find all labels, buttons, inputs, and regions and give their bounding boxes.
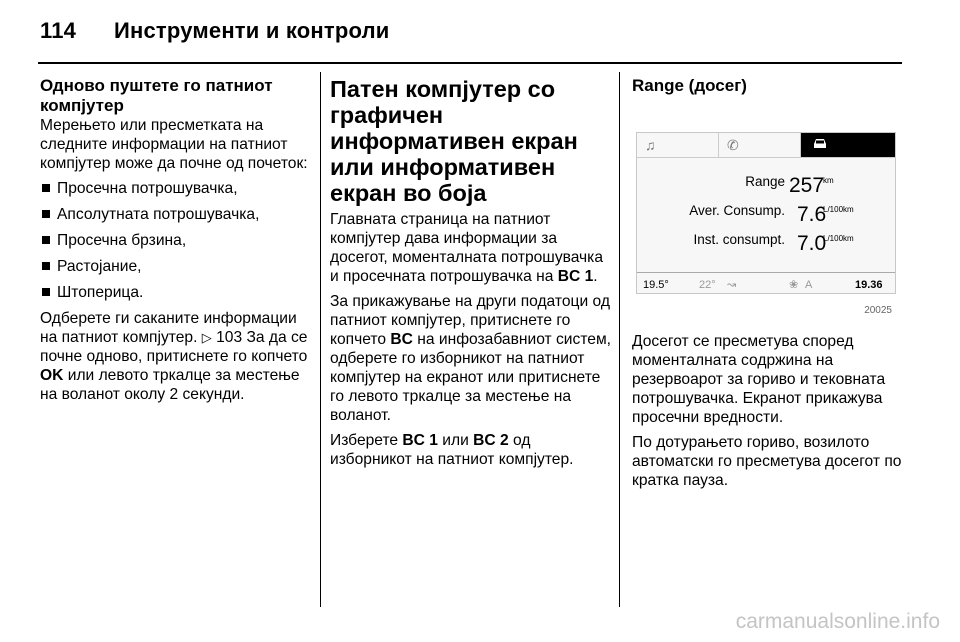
display-tabs [637,133,895,158]
paragraph-select: Изберете BC 1 или BC 2 од изборникот на патниот компјутер. [330,432,574,468]
key-bc1: BC 1 [557,268,594,285]
tab-phone [719,133,801,158]
row-average-consumption: Aver. Consump. 7.6 L/100km [689,203,854,226]
key-bc: BC [390,331,413,348]
key-bc1: BC 1 [402,432,438,449]
page-header [40,18,390,44]
display-figure [632,110,900,320]
section-heading-range: Range (досег) [632,76,747,95]
list-item: Апсолутната потрошувачка, [40,205,316,224]
paragraph-main-page: Главната страница на патниот компјутер дава информации за досегот, моменталната потрошувачка и просечната потрошувачка на BC 1. [330,211,604,285]
section-heading-reset: Одново пуштете го патниот компјутер [40,76,273,115]
tab-vehicle [801,133,896,158]
page-number: 114 [40,18,77,43]
set-temperature: 22° [699,279,716,291]
column-1 [40,76,316,410]
paragraph-other-data: За прикажување на други податоци од патниот компјутер, притиснете го копчето BC на инфозабавниот систем, одберете го изборникот на патниот компјутер на екранот или притиснете го левото тркалце за местење на воланот. [330,293,612,424]
watermark: carmanualsonline.info [735,610,940,633]
info-display-screen [636,132,896,294]
row-instant-consumption: Inst. consumpt. 7.0 L/100km [693,232,854,255]
display-status-bar [637,272,895,293]
outside-temperature: 19.5° [643,279,669,291]
fan-icon: ❀ [789,279,799,291]
list-item: Растојание, [40,257,316,276]
column-2 [330,76,612,475]
row-range: Range 257 km [745,174,834,197]
column-divider-1 [320,72,321,607]
page-reference[interactable]: 103 [216,329,243,346]
clock-time: 19.36 [855,279,883,291]
instruction-paragraph: Одберете ги саканите информации на патниот компјутер. ▷ 103 За да се почне одново, притиснете го копчето OK или левото тркалце за местење на воланот околу 2 секунди. [40,310,308,403]
page-title: Инструменти и контроли [114,18,390,43]
column-3 [632,76,907,496]
key-bc2: BC 2 [473,432,509,449]
car-icon [811,136,829,150]
section-heading-trip-computer: Патен компјутер со графичен информативен екран или информативен екран во боја [330,76,578,206]
list-item: Просечна брзина, [40,231,316,250]
column-divider-2 [619,72,620,607]
intro-paragraph: Мерењето или пресметката на следните информации на патниот компјутер може да почне од почеток: [40,117,308,172]
figure-code: 20025 [864,305,892,316]
reset-items-list [40,179,316,302]
list-item: Просечна потрошувачка, [40,179,316,198]
music-note-icon: ♫ [645,137,656,153]
paragraph-range-calc: Досегот се пресметува според моменталната содржина на резервоарот за гориво и тековната потрошувачка. Екранот прикажува просечни вредности. [632,333,886,426]
header-rule [38,62,902,64]
paragraph-refuel: По дотурањето гориво, возилото автоматски го пресметува досегот по кратка пауза. [632,434,902,489]
tab-audio [637,133,719,158]
auto-mode: A [805,279,813,291]
list-item: Штоперица. [40,283,316,302]
phone-icon: ✆ [727,137,739,153]
air-flow-icon: ↝ [727,279,737,291]
page-ref-arrow-icon: ▷ [201,330,212,345]
key-ok: OK [40,367,64,384]
